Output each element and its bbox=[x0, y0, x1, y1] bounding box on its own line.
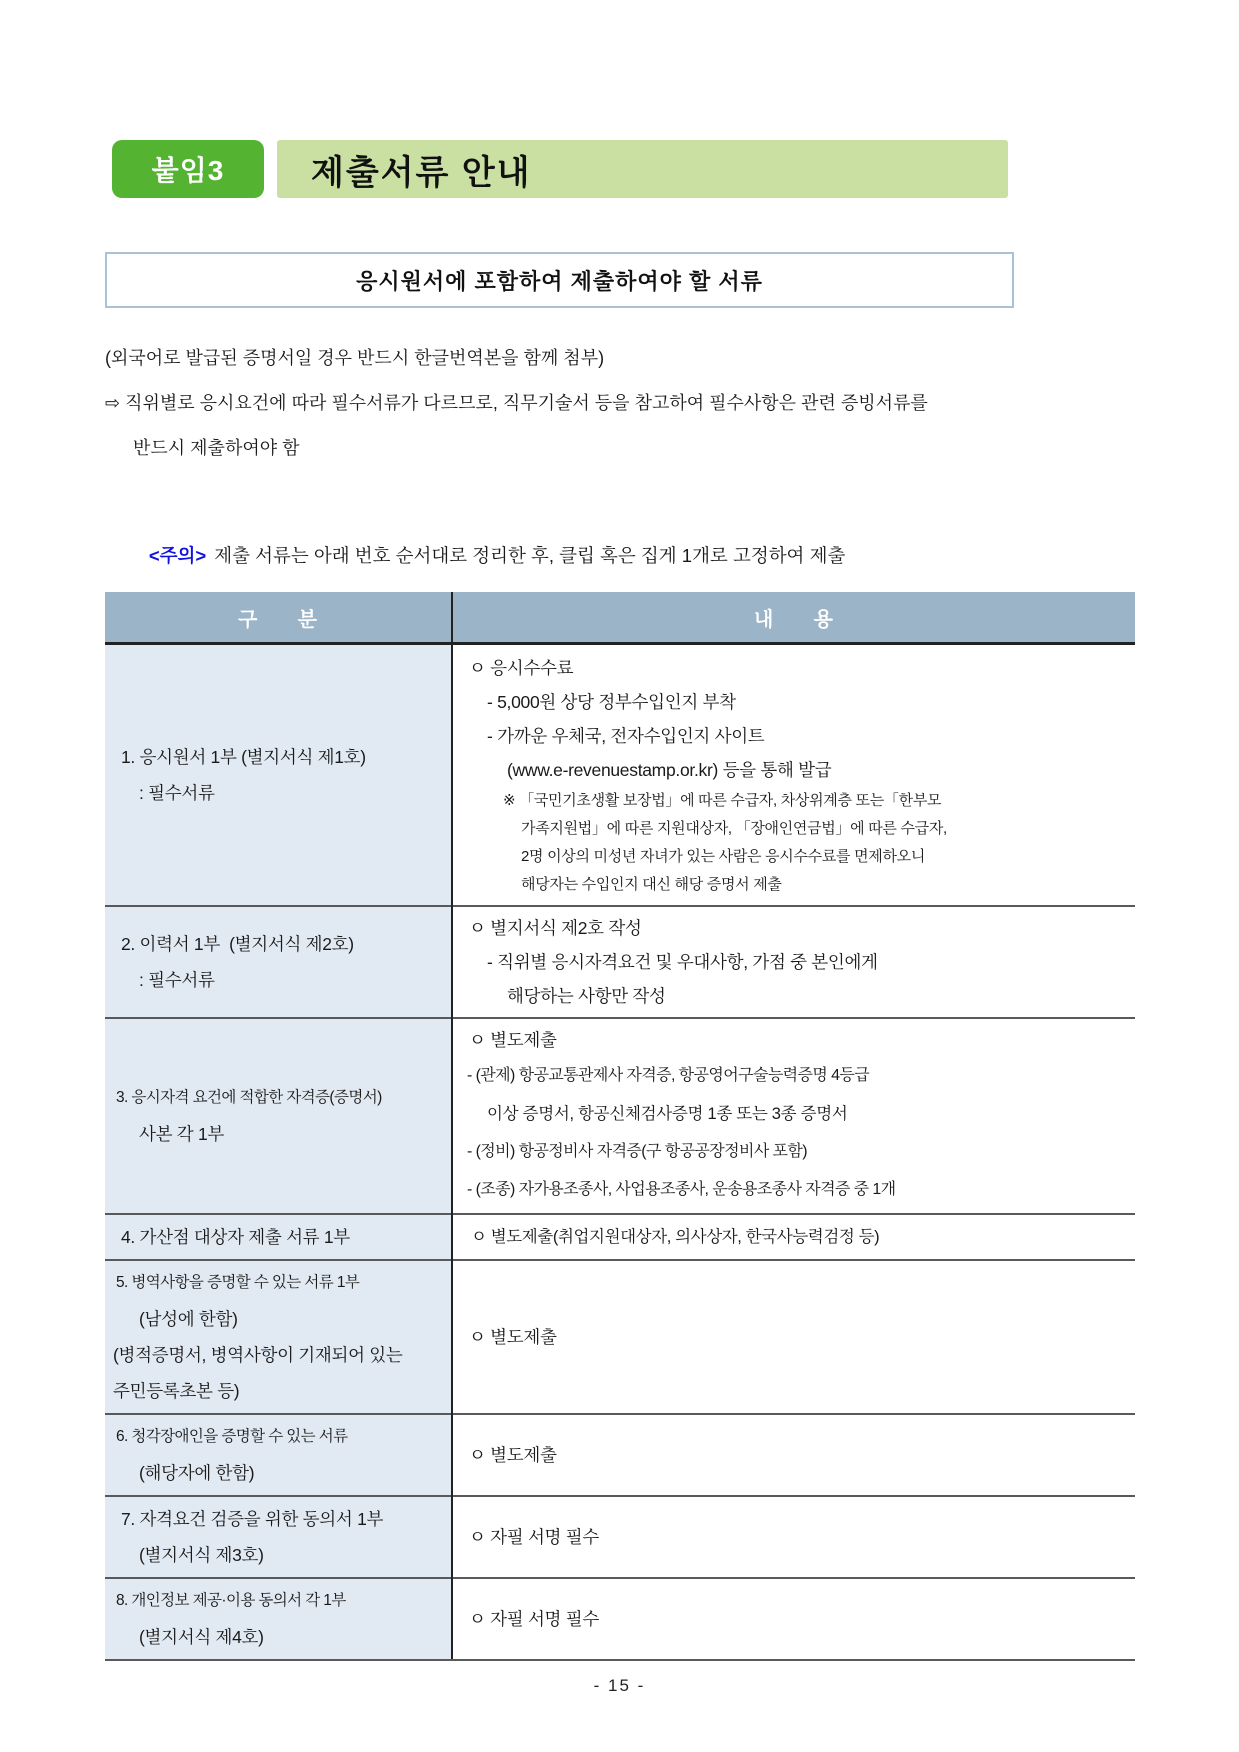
division-cell bbox=[105, 906, 452, 1018]
table-row bbox=[105, 1414, 1135, 1496]
division-cell-line: 사본 각 1부 bbox=[139, 1123, 224, 1144]
division-cell-line: (남성에 한함) bbox=[139, 1308, 238, 1329]
division-cell bbox=[105, 1496, 452, 1578]
content-cell bbox=[452, 1018, 1135, 1214]
content-cell bbox=[452, 906, 1135, 1018]
content-cell-line: ㅇ 응시수수료 bbox=[469, 657, 574, 678]
content-cell-line: - (관제) 항공교통관제사 자격증, 항공영어구술능력증명 4등급 bbox=[467, 1066, 870, 1084]
intro-line-2: ⇨ 직위별로 응시요건에 따라 필수서류가 다르므로, 직무기술서 등을 참고하여 필수사항은 관련 증빙서류를 bbox=[105, 393, 928, 413]
caution-label: <주의> bbox=[148, 545, 207, 566]
division-cell bbox=[105, 1578, 452, 1660]
table-row bbox=[105, 1496, 1135, 1578]
division-cell-line: 7. 자격요건 검증을 위한 동의서 1부 bbox=[121, 1508, 384, 1529]
division-cell-line: (별지서식 제3호) bbox=[139, 1544, 264, 1565]
content-cell-line: 이상 증명서, 항공신체검사증명 1종 또는 3종 증명서 bbox=[487, 1104, 848, 1123]
attachment-header bbox=[112, 140, 1008, 198]
content-cell-line: 가족지원법」에 따른 지원대상자, 「장애인연금법」에 따른 수급자, bbox=[521, 819, 947, 837]
content-cell bbox=[452, 1496, 1135, 1578]
division-cell-line: 8. 개인정보 제공·이용 동의서 각 1부 bbox=[116, 1591, 346, 1609]
intro-line-3: 반드시 제출하여야 함 bbox=[133, 438, 300, 458]
division-cell bbox=[105, 1214, 452, 1260]
content-cell bbox=[452, 1414, 1135, 1496]
content-cell-line: - 5,000원 상당 정부수입인지 부착 bbox=[487, 691, 736, 712]
content-cell-line: 2명 이상의 미성년 자녀가 있는 사람은 응시수수료를 면제하오니 bbox=[521, 847, 926, 865]
content-cell-line: ㅇ 자필 서명 필수 bbox=[469, 1608, 599, 1629]
content-cell-line: - (정비) 항공정비사 자격증(구 항공공장정비사 포함) bbox=[467, 1142, 807, 1160]
content-cell bbox=[452, 1578, 1135, 1660]
division-cell-line: 5. 병역사항을 증명할 수 있는 서류 1부 bbox=[116, 1273, 360, 1291]
division-cell-line: (해당자에 한함) bbox=[139, 1462, 255, 1483]
division-cell-line: 2. 이력서 1부 (별지서식 제2호) bbox=[121, 933, 354, 954]
division-cell-line: 3. 응시자격 요건에 적합한 자격증(증명서) bbox=[116, 1088, 382, 1106]
division-cell-line: 6. 청각장애인을 증명할 수 있는 서류 bbox=[116, 1427, 348, 1445]
table-row bbox=[105, 1578, 1135, 1660]
attachment-badge: 붙임3 bbox=[112, 140, 264, 198]
content-cell-line: ㅇ 별지서식 제2호 작성 bbox=[469, 917, 642, 938]
intro-line-1: (외국어로 발급된 증명서일 경우 반드시 한글번역본을 함께 첨부) bbox=[105, 348, 605, 368]
column-header-content: 내 용 bbox=[452, 592, 1135, 644]
documents-table bbox=[105, 592, 1135, 1661]
intro-paragraph bbox=[105, 336, 1165, 471]
table-row bbox=[105, 1260, 1135, 1414]
division-cell bbox=[105, 644, 452, 906]
division-cell-line: 주민등록초본 등) bbox=[113, 1380, 240, 1401]
division-cell-line: 1. 응시원서 1부 (별지서식 제1호) bbox=[121, 746, 366, 767]
division-cell-line: : 필수서류 bbox=[139, 782, 215, 803]
content-cell-line: ㅇ 별도제출(취업지원대상자, 의사상자, 한국사능력검정 등) bbox=[471, 1227, 880, 1246]
content-cell bbox=[452, 1260, 1135, 1414]
table-row bbox=[105, 644, 1135, 906]
division-cell bbox=[105, 1018, 452, 1214]
division-cell-line: (병적증명서, 병역사항이 기재되어 있는 bbox=[113, 1344, 403, 1365]
table-header-row bbox=[105, 592, 1135, 644]
division-cell-line: : 필수서류 bbox=[139, 969, 215, 990]
table-row bbox=[105, 1214, 1135, 1260]
division-cell bbox=[105, 1414, 452, 1496]
content-cell bbox=[452, 1214, 1135, 1260]
division-cell-line: (별지서식 제4호) bbox=[139, 1626, 264, 1647]
content-cell-line: - (조종) 자가용조종사, 사업용조종사, 운송용조종사 자격증 중 1개 bbox=[467, 1180, 896, 1198]
content-cell bbox=[452, 644, 1135, 906]
content-cell-line: ㅇ 별도제출 bbox=[469, 1326, 557, 1347]
content-cell-line: - 가까운 우체국, 전자수입인지 사이트 bbox=[487, 725, 765, 746]
content-cell-line: ㅇ 별도제출 bbox=[469, 1444, 557, 1465]
documents-table-body bbox=[105, 644, 1135, 1660]
page-number: - 15 - bbox=[593, 1676, 646, 1695]
column-header-division: 구 분 bbox=[105, 592, 452, 644]
subtitle-text: 응시원서에 포함하여 제출하여야 할 서류 bbox=[356, 268, 763, 294]
table-row bbox=[105, 906, 1135, 1018]
content-cell-line: 해당하는 사항만 작성 bbox=[507, 985, 666, 1006]
content-cell-line: ㅇ 별도제출 bbox=[469, 1029, 557, 1050]
table-row bbox=[105, 1018, 1135, 1214]
division-cell-line: 4. 가산점 대상자 제출 서류 1부 bbox=[121, 1226, 350, 1247]
subtitle-box bbox=[105, 252, 1014, 308]
content-cell-line: ※ 「국민기초생활 보장법」에 따른 수급자, 차상위계층 또는「한부모 bbox=[503, 791, 942, 809]
content-cell-line: - 직위별 응시자격요건 및 우대사항, 가점 중 본인에게 bbox=[487, 951, 878, 972]
content-cell-line: ㅇ 자필 서명 필수 bbox=[469, 1526, 599, 1547]
content-cell-line: (www.e-revenuestamp.or.kr) 등을 통해 발급 bbox=[507, 759, 832, 780]
division-cell bbox=[105, 1260, 452, 1414]
section-title: 제출서류 안내 bbox=[311, 153, 532, 192]
content-cell-line: 해당자는 수입인지 대신 해당 증명서 제출 bbox=[521, 875, 782, 893]
caution-text: 제출 서류는 아래 번호 순서대로 정리한 후, 클립 혹은 집게 1개로 고정하여 제출 bbox=[214, 545, 846, 566]
section-title-banner bbox=[277, 140, 1008, 198]
